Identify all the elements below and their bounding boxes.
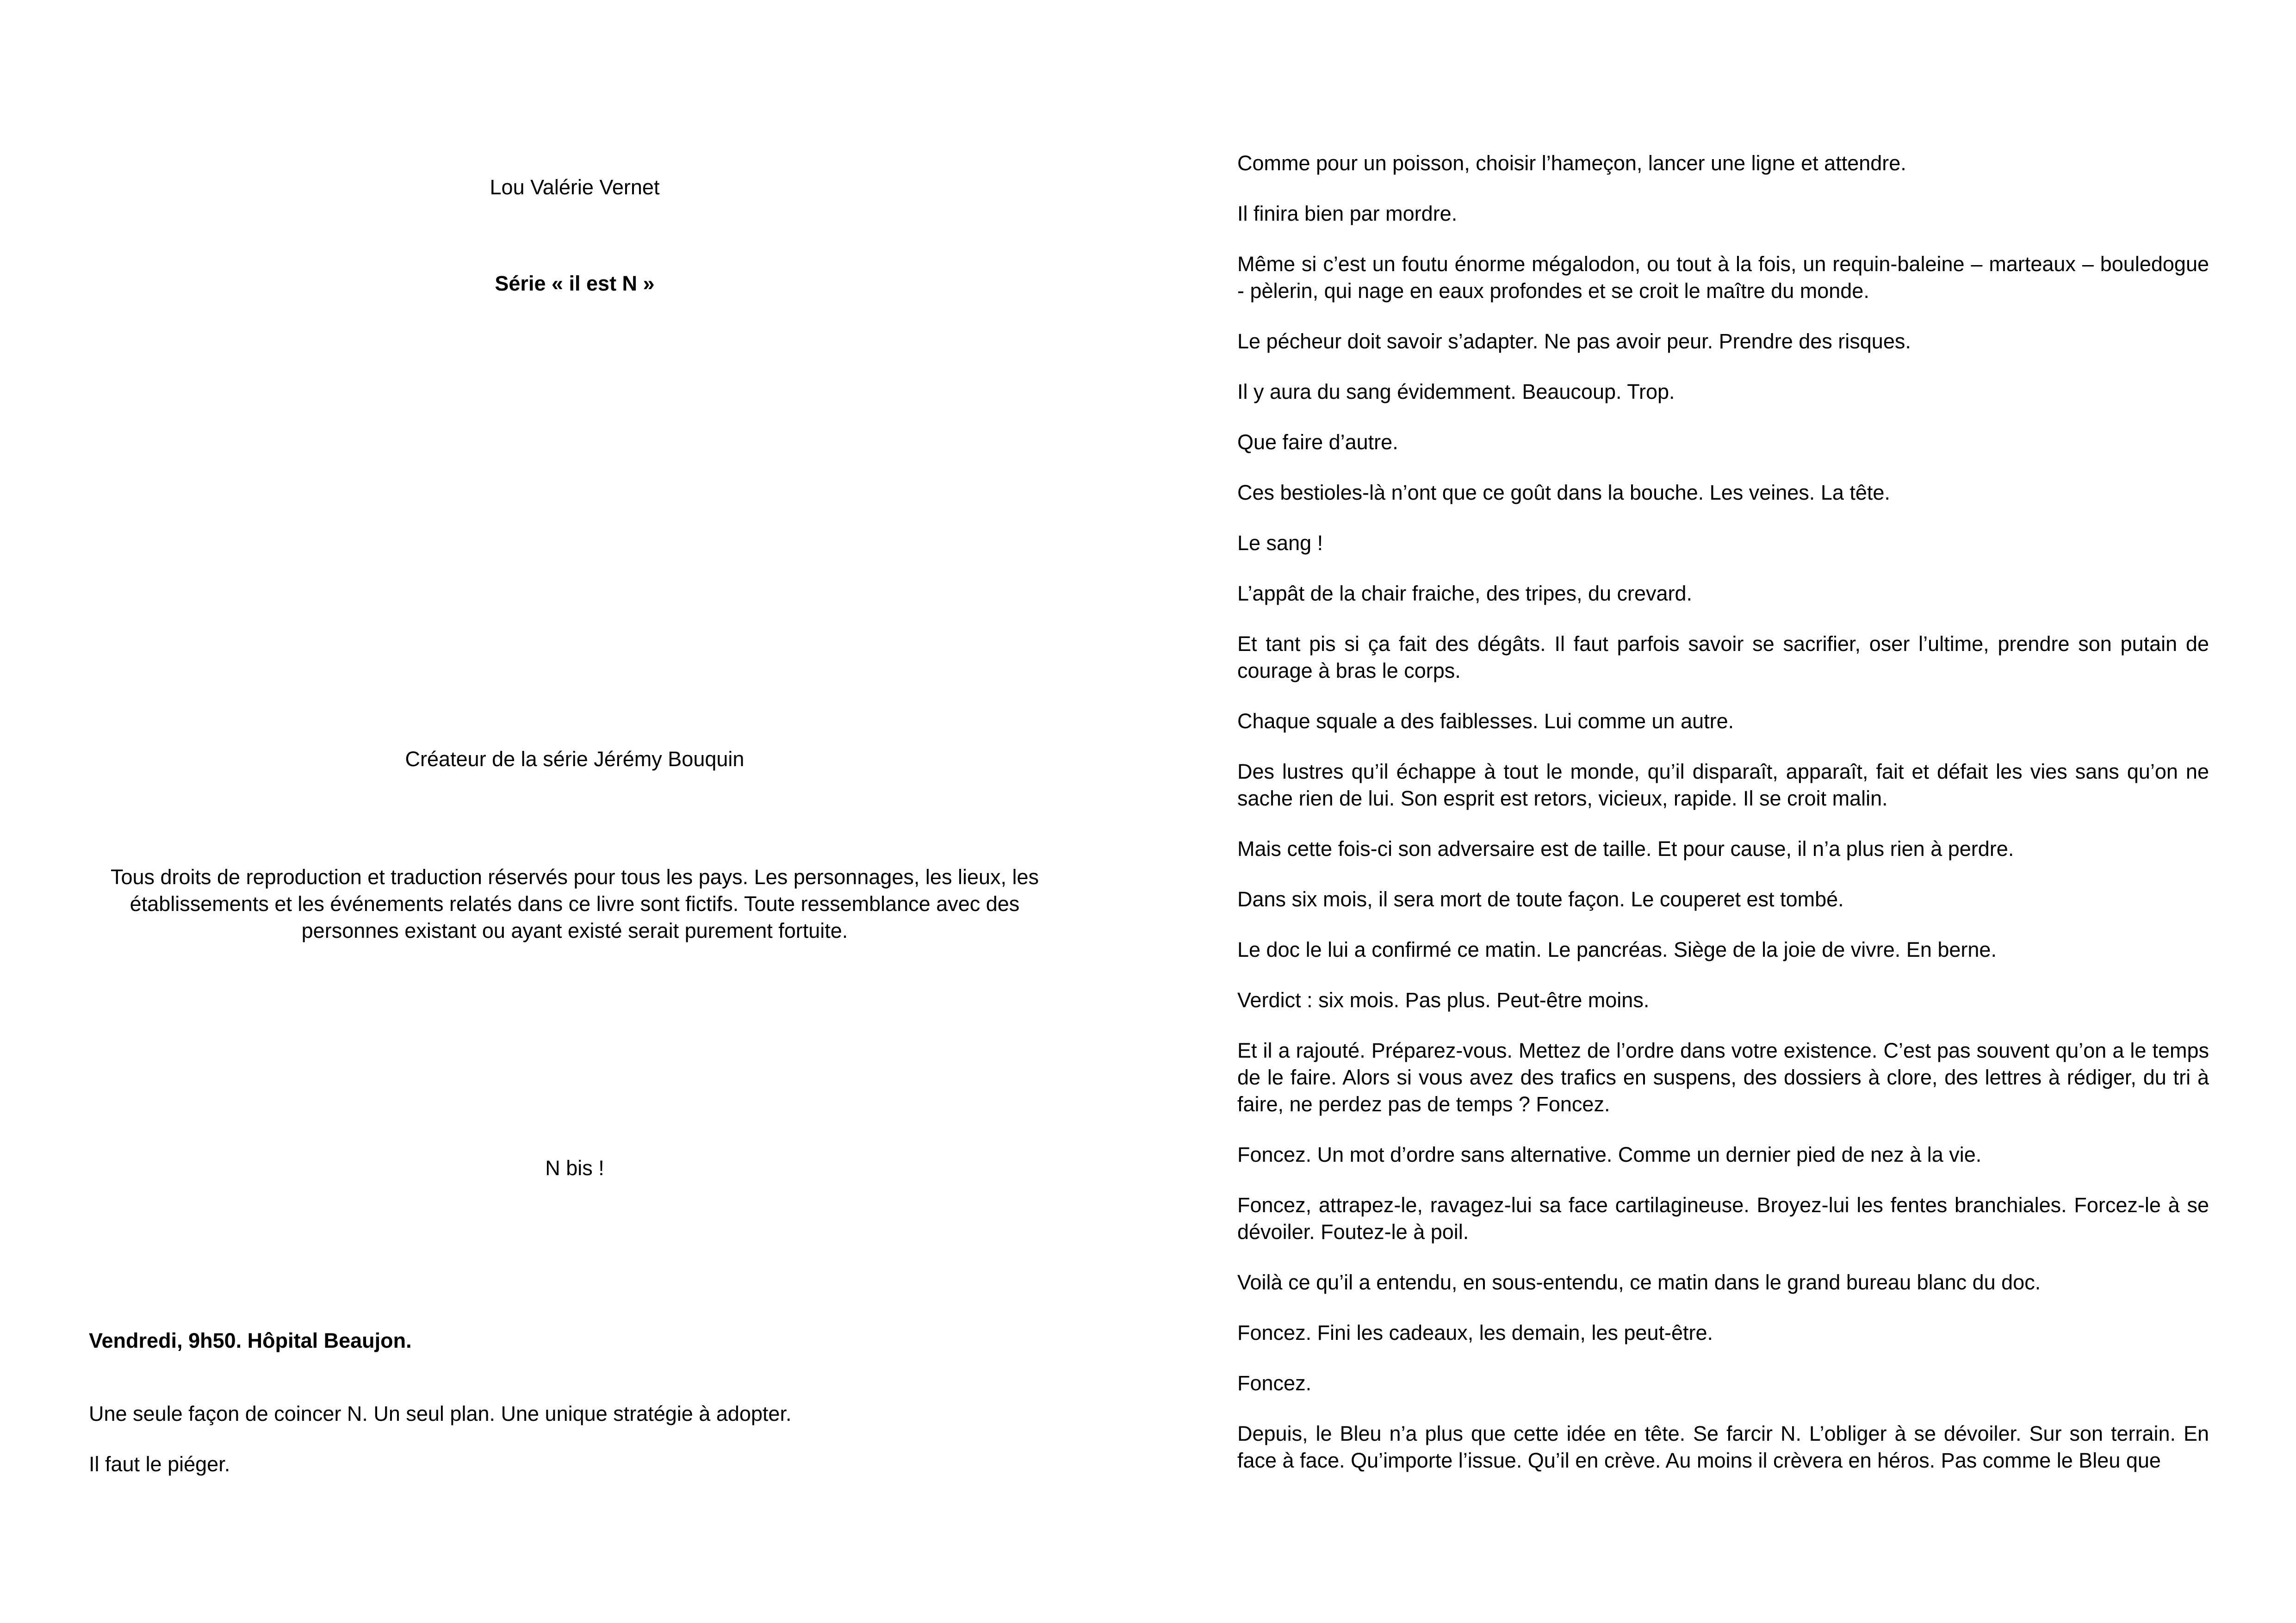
legal-notice-line: personnes existant ou ayant existé serait purement fortuite. — [301, 919, 848, 942]
paragraph: Le pécheur doit savoir s’adapter. Ne pas avoir peur. Prendre des risques. — [1237, 329, 1911, 353]
series-title: Série « il est N » — [495, 272, 655, 295]
paragraph: Comme pour un poisson, choisir l’hameçon, lancer une ligne et attendre. — [1237, 151, 1906, 175]
paragraph: Que faire d’autre. — [1237, 430, 1398, 454]
paragraph: Dans six mois, il sera mort de toute façon. Le couperet est tombé. — [1237, 887, 1844, 911]
author-name: Lou Valérie Vernet — [490, 175, 660, 199]
paragraph: Et il a rajouté. Préparez-vous. Mettez de l’ordre dans votre existence. C’est pas souvent qu’on a le temps de le faire. Alors si vous avez des trafics en suspens, des dossiers à clore, des lettres à rédiger, du tri à faire, ne perdez pas de temps ? Foncez. — [1237, 1039, 2209, 1116]
paragraph: Voilà ce qu’il a entendu, en sous-entendu, ce matin dans le grand bureau blanc du doc. — [1237, 1270, 2041, 1294]
paragraph: Depuis, le Bleu n’a plus que cette idée en tête. Se farcir N. L’obliger à se dévoiler. Sur son terrain. En face à face. Qu’importe l’issue. Qu’il en crève. Au moins il crèvera en héros. Pas comme le Bleu que — [1237, 1422, 2209, 1472]
book-title: N bis ! — [545, 1156, 604, 1180]
right-page-body — [1237, 150, 2209, 1474]
legal-notice-line: Tous droits de reproduction et traduction réservés pour tous les pays. Les personnages, les lieux, les — [110, 865, 1039, 889]
paragraph: L’appât de la chair fraiche, des tripes, du crevard. — [1237, 582, 1693, 605]
paragraph: Verdict : six mois. Pas plus. Peut-être moins. — [1237, 988, 1650, 1012]
paragraph: Le sang ! — [1237, 531, 1323, 555]
paragraph: Foncez. Un mot d’ordre sans alternative. Comme un dernier pied de nez à la vie. — [1237, 1143, 1982, 1166]
paragraph: Ces bestioles-là n’ont que ce goût dans la bouche. Les veines. La tête. — [1237, 481, 1890, 504]
paragraph: Foncez. Fini les cadeaux, les demain, les peut-être. — [1237, 1321, 1713, 1344]
paragraph: Même si c’est un foutu énorme mégalodon, ou tout à la fois, un requin-baleine – marteaux – bouledogue - pèlerin, qui nage en eaux profondes et se croit le maître du monde. — [1237, 252, 2209, 303]
paragraph: Il faut le piéger. — [89, 1452, 230, 1476]
paragraph: Il y aura du sang évidemment. Beaucoup. Trop. — [1237, 380, 1675, 403]
paragraph: Foncez. — [1237, 1371, 1312, 1395]
series-creator: Créateur de la série Jérémy Bouquin — [405, 747, 745, 771]
paragraph: Et tant pis si ça fait des dégâts. Il faut parfois savoir se sacrifier, oser l’ultime, prendre son putain de courage à bras le corps. — [1237, 632, 2209, 682]
paragraph: Chaque squale a des faiblesses. Lui comme un autre. — [1237, 709, 1734, 733]
paragraph: Il finira bien par mordre. — [1237, 202, 1458, 225]
legal-notice-line: établissements et les événements relatés dans ce livre sont fictifs. Toute ressemblance avec des — [130, 892, 1020, 916]
paragraph: Mais cette fois-ci son adversaire est de taille. Et pour cause, il n’a plus rien à perdre. — [1237, 837, 2014, 861]
paragraph: Une seule façon de coincer N. Un seul plan. Une unique stratégie à adopter. — [89, 1402, 792, 1425]
chapter-heading: Vendredi, 9h50. Hôpital Beaujon. — [89, 1329, 412, 1352]
paragraph: Des lustres qu’il échappe à tout le monde, qu’il disparaît, apparaît, fait et défait les vies sans qu’on ne sache rien de lui. Son esprit est retors, vicieux, rapide. Il se croit malin. — [1237, 760, 2209, 810]
paragraph: Foncez, attrapez-le, ravagez-lui sa face cartilagineuse. Broyez-lui les fentes branchiales. Forcez-le à se dévoiler. Foutez-le à poil. — [1237, 1193, 2209, 1244]
paragraph: Le doc le lui a confirmé ce matin. Le pancréas. Siège de la joie de vivre. En berne. — [1237, 938, 1997, 961]
